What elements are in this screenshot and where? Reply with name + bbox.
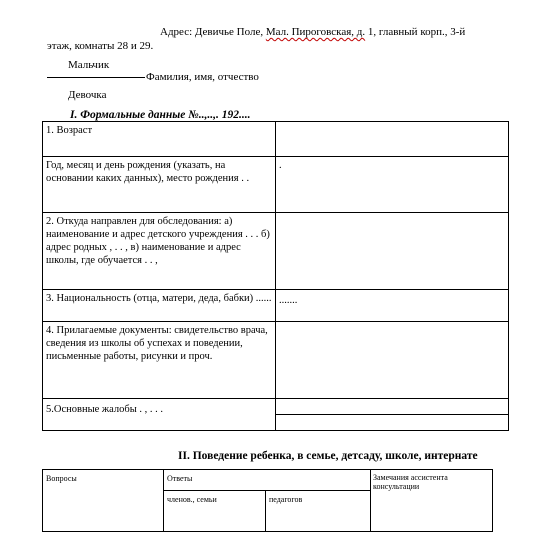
question-cell: 1. Возраст	[43, 122, 276, 157]
question-cell: 5.Основные жалобы . , . . .	[43, 399, 276, 431]
question-cell: 2. Откуда направлен для обследования: а) наименование и адрес детского учреждения . . . б) адрес родных , . . , в) наименование и адрес школы, где обучается . . ,	[43, 213, 276, 290]
table-row	[43, 213, 509, 290]
table-row	[43, 122, 509, 157]
questions-header: Вопросы	[46, 474, 77, 483]
answer-cell[interactable]	[276, 213, 509, 290]
section-1-title: I. Формальные данные №..,..,. 192....	[70, 109, 251, 121]
full-name-label: Фамилия, имя, отчество	[146, 71, 259, 83]
table-row	[43, 399, 509, 431]
section-2-title: II. Поведение ребенка, в семье, детсаду, школе, интернате	[178, 450, 478, 462]
formal-data-table	[42, 121, 509, 431]
answers-header: Ответы	[167, 474, 193, 483]
behavior-table	[42, 469, 493, 532]
address-line-1: Адрес: Девичье Поле, Мал. Пироговская, д. 1, главный корп., 3-й	[160, 26, 466, 38]
question-cell: 4. Прилагаемые документы: свидетельство врача, сведения из школы об успехах и поведении, письменные работы, рисунки и проч.	[43, 322, 276, 399]
answer-cell[interactable]	[276, 399, 509, 431]
column-divider	[265, 490, 266, 531]
address-line-2: этаж, комнаты 28 и 29.	[47, 40, 154, 52]
column-divider	[163, 470, 164, 531]
answer-cell[interactable]: .......	[276, 290, 509, 322]
assistant-notes-header: Замечания ассистента консультации	[373, 473, 448, 491]
table-row	[43, 290, 509, 322]
table-row	[43, 157, 509, 213]
name-fill-line	[47, 77, 145, 78]
teachers-subheader: педагогов	[269, 495, 303, 504]
question-cell: 3. Национальность (отца, матери, деда, бабки) ......	[43, 290, 276, 322]
gender-boy-label: Мальчик	[68, 59, 110, 71]
answer-cell[interactable]	[276, 122, 509, 157]
answer-cell[interactable]	[276, 322, 509, 399]
gender-girl-label: Девочка	[68, 89, 107, 101]
family-subheader: членов., семьи	[167, 495, 217, 504]
subheader-divider	[163, 490, 370, 491]
answer-cell[interactable]: .	[276, 157, 509, 213]
question-cell: Год, месяц и день рождения (указать, на основании каких данных), место рождения . .	[43, 157, 276, 213]
answer-divider	[276, 414, 508, 415]
address-street: Мал. Пироговская, д.	[265, 26, 366, 38]
table-row	[43, 322, 509, 399]
column-divider	[370, 470, 371, 531]
